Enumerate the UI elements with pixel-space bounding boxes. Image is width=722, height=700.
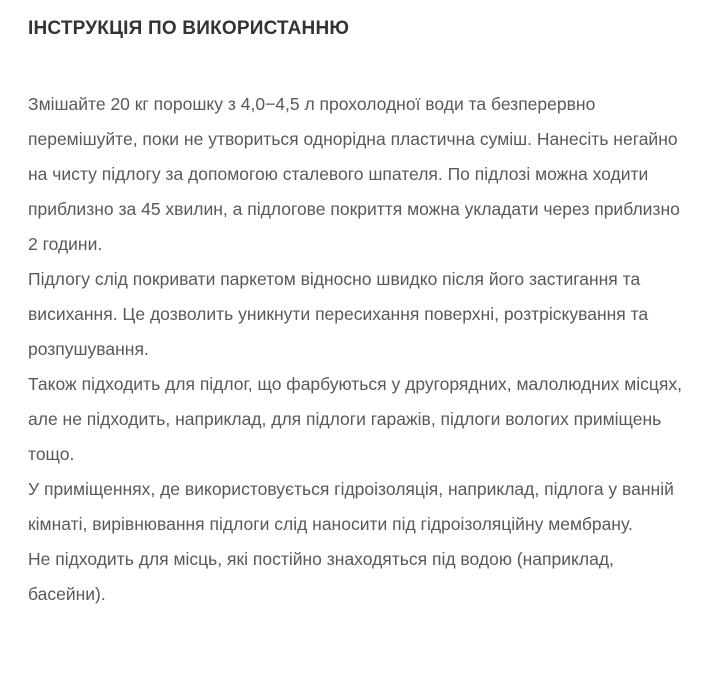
document-body — [28, 87, 692, 612]
paragraph-4: У приміщеннях, де використовується гідроізоляція, наприклад, підлога у ванній кімнаті, вирівнювання підлоги слід наносити під гідроізоляційну мембрану. — [28, 478, 674, 534]
paragraph-5: Не підходить для місць, які постійно знаходяться під водою (наприклад, басейни). — [28, 548, 614, 604]
paragraph-1: Змішайте 20 кг порошку з 4,0−4,5 л прохолодної води та безперервно перемішуйте, поки не утвориться однорідна пластична суміш. Нанесіть негайно на чисту підлогу за допомогою сталевого шпателя. По підлозі можна ходити приблизно за 45 хвилин, а підлогове покриття можна укладати через приблизно 2 години. — [28, 93, 680, 254]
page-title: ІНСТРУКЦІЯ ПО ВИКОРИСТАННЮ — [28, 18, 350, 39]
paragraph-3: Також підходить для підлог, що фарбуються у другорядних, малолюдних місцях, але не підходить, наприклад, для підлоги гаражів, підлоги вологих приміщень тощо. — [28, 373, 683, 464]
paragraph-2: Підлогу слід покривати паркетом відносно швидко після його застигання та висихання. Це дозволить уникнути пересихання поверхні, розтріскування та розпушування. — [28, 268, 649, 359]
